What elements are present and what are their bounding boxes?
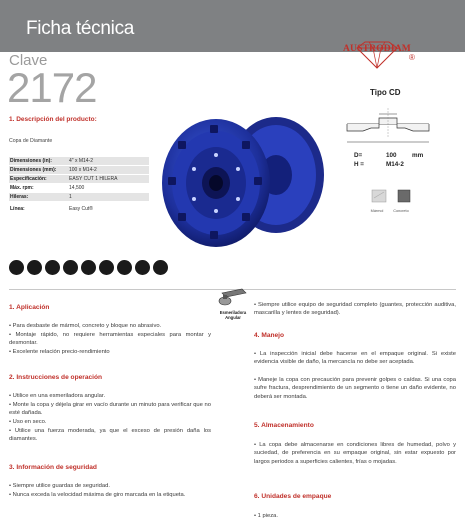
list-item: • Utilice en una esmeriladora angular. [9,393,106,399]
angle-grinder-icon [216,283,250,311]
recycle-icon [153,260,168,275]
spec-row [9,184,149,193]
spec-row [9,157,149,166]
spec-label: Máx. rpm: [10,185,34,191]
concrete-icon [398,190,410,202]
gloves-icon [81,260,96,275]
spec-value: Easy Cut® [69,205,93,212]
clave-label: Clave [9,52,48,69]
product-description: Copa de Diamante [9,138,53,144]
dimension-key: H = [354,161,364,168]
cup-diagram [343,104,433,150]
list-item: • Montaje rápido, no requiere herramientas especiales para montar y desmontar. [9,332,211,347]
boots-icon [99,260,114,275]
no-water-icon [117,260,132,275]
spec-value: EASY CUT 1 HILERA [69,176,118,182]
list-item: • Excelente relación precio-rendimiento [9,349,110,355]
spec-value: 4" x M14-2 [69,158,94,164]
dimensions-block [342,152,442,170]
material-labels [365,209,413,213]
spec-value: 14,500 [69,185,85,191]
no-fire-icon [135,260,150,275]
list-item: • La inspección inicial debe hacerse en el empaque original. Si existe evidencia visible de daño, la mercancía no debe ser aceptada. [254,351,456,366]
ear-protection-icon [45,260,60,275]
list-item: • Monte la copa y déjela girar en vacío durante un minuto para verificar que no esté dañada. [9,402,211,417]
tipo-title: Tipo CD [370,88,401,97]
spec-row [9,202,149,216]
spec-label: Dimensiones (mm): [10,167,57,173]
section-empaque-title: 6. Unidades de empaque [254,493,332,500]
dimension-value: 100 [386,152,397,159]
spec-label: Hileras: [10,194,29,200]
list-item: • Utilice una fuerza moderada, ya que el exceso de presión daña los diamantes. [9,428,211,443]
section-description-title: 1. Descripción del producto: [9,116,97,123]
list-item: • Siempre utilice guardas de seguridad. [9,483,110,489]
product-code: 2172 [7,64,97,111]
grinder-label [212,310,254,320]
section-instrucciones-title: 2. Instrucciones de operación [9,374,103,381]
spec-table [9,157,149,216]
list-item: • Nunca exceda la velocidad máxima de giro marcada en la etiqueta. [9,492,186,498]
grinder-label-line: Angular [225,315,241,320]
brand-logo [327,36,427,70]
grinder-label-line: Esmeriladora [219,310,247,315]
list-item: • 1 pieza. [254,513,278,519]
dimension-row [342,161,442,170]
dimension-row [342,152,442,161]
spec-label: Línea: [10,205,25,212]
mask-icon [9,260,24,275]
spec-label: Especificación: [10,176,47,182]
section-almacenamiento-title: 5. Almacenamiento [254,422,314,429]
list-item: • Para desbaste de mármol, concreto y bloque no abrasivo. [9,323,162,329]
marble-icon [372,190,386,202]
spec-row [9,175,149,184]
material-icons [370,186,430,206]
section-aplicacion-title: 1. Aplicación [9,304,50,311]
spec-row [9,193,149,202]
helmet-icon [63,260,78,275]
list-item: • Uso en seco. [9,419,47,425]
page-title: Ficha técnica [26,18,135,39]
list-item: • Maneje la copa con precaución para prevenir golpes o caídas. Si una copa sufre fractura, desprendimiento de un segmento o tiene un daño evidente, no deberá ser montada. [254,377,456,400]
material-label: Concreto [393,209,409,213]
dimension-unit: mm [412,152,424,159]
spec-value: 100 x M14-2 [69,167,97,173]
dimension-key: D= [354,152,363,159]
material-label: Mármol [370,209,384,213]
spec-row [9,166,149,175]
registered-mark: ® [409,53,415,62]
list-item: • La copa debe almacenarse en condiciones libres de humedad, polvo y suciedad, de preferencia en su empaque original, sin estar expuesto por largos periodos a superficies calientes, frías o mojadas. [254,442,456,465]
spec-label: Dimensiones (in): [10,158,52,164]
section-manejo-title: 4. Manejo [254,332,285,339]
goggles-icon [27,260,42,275]
brand-name: AUSTRODIAM [343,44,411,54]
list-item: • Siempre utilice equipo de seguridad completo (guantes, protección auditiva, mascarilla y lentes de seguridad). [254,302,456,317]
section-seguridad-title: 3. Información de seguridad [9,464,97,471]
spec-value: 1 [69,194,72,200]
product-image [158,105,330,257]
dimension-value: M14-2 [386,161,404,168]
